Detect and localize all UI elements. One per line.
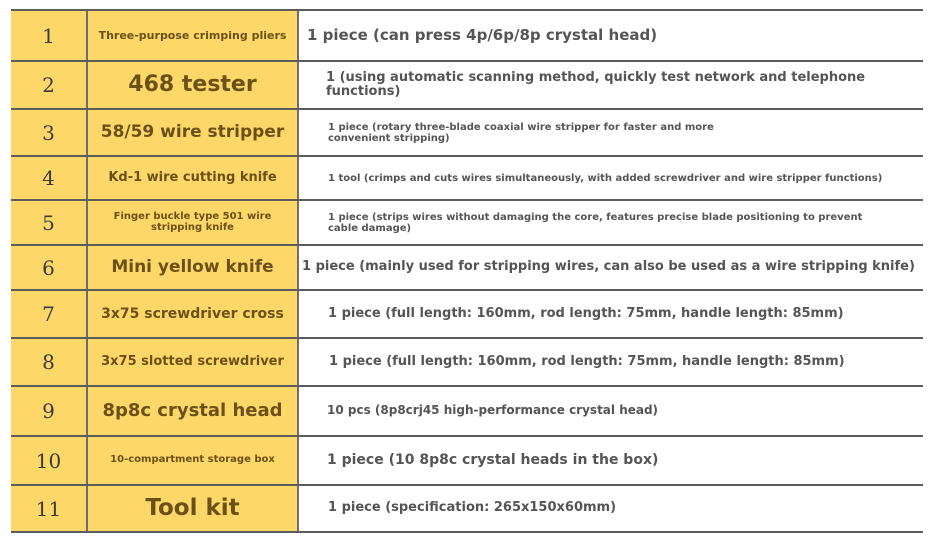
row-number: 6 [11,246,86,289]
table-row [11,108,923,155]
table-row [11,9,923,60]
item-description: 10 pcs (8p8crj45 high-performance crystal head) [299,387,923,435]
item-description: 1 (using automatic scanning method, quickly test network and telephone functions) [299,62,923,108]
row-number: 10 [11,437,86,484]
table-row [11,337,923,385]
row-number: 5 [11,201,86,244]
row-number: 9 [11,387,86,435]
item-name: Tool kit [86,486,299,531]
item-name: 10-compartment storage box [86,437,299,484]
tool-list-table [11,9,923,533]
item-description: 1 tool (crimps and cuts wires simultaneously, with added screwdriver and wire stripper functions) [299,157,923,199]
table-row [11,244,923,289]
row-number: 4 [11,157,86,199]
item-description: 1 piece (strips wires without damaging the core, features precise blade positioning to prevent cable damage) [299,201,923,244]
row-number: 3 [11,110,86,155]
row-number: 2 [11,62,86,108]
item-name: 3x75 screwdriver cross [86,291,299,337]
item-name: Three-purpose crimping pliers [86,11,299,60]
table-row [11,60,923,108]
table-row [11,289,923,337]
table-row [11,435,923,484]
item-name: 468 tester [86,62,299,108]
item-description: 1 piece (mainly used for stripping wires, can also be used as a wire stripping knife) [299,246,923,289]
item-name: 3x75 slotted screwdriver [86,339,299,385]
item-name: 8p8c crystal head [86,387,299,435]
table-row [11,199,923,244]
item-name: Kd-1 wire cutting knife [86,157,299,199]
item-description: 1 piece (full length: 160mm, rod length: 75mm, handle length: 85mm) [299,291,923,337]
table-row [11,155,923,199]
table-row [11,385,923,435]
row-number: 11 [11,486,86,531]
row-number: 7 [11,291,86,337]
item-name: Finger buckle type 501 wire stripping knife [86,201,299,244]
item-description: 1 piece (can press 4p/6p/8p crystal head) [299,11,923,60]
row-number: 1 [11,11,86,60]
item-description: 1 piece (full length: 160mm, rod length: 75mm, handle length: 85mm) [299,339,923,385]
item-name: 58/59 wire stripper [86,110,299,155]
item-description: 1 piece (rotary three-blade coaxial wire stripper for faster and more convenient stripping) [299,110,923,155]
item-description: 1 piece (specification: 265x150x60mm) [299,486,923,531]
table-row [11,484,923,533]
row-number: 8 [11,339,86,385]
item-description: 1 piece (10 8p8c crystal heads in the box) [299,437,923,484]
item-name: Mini yellow knife [86,246,299,289]
